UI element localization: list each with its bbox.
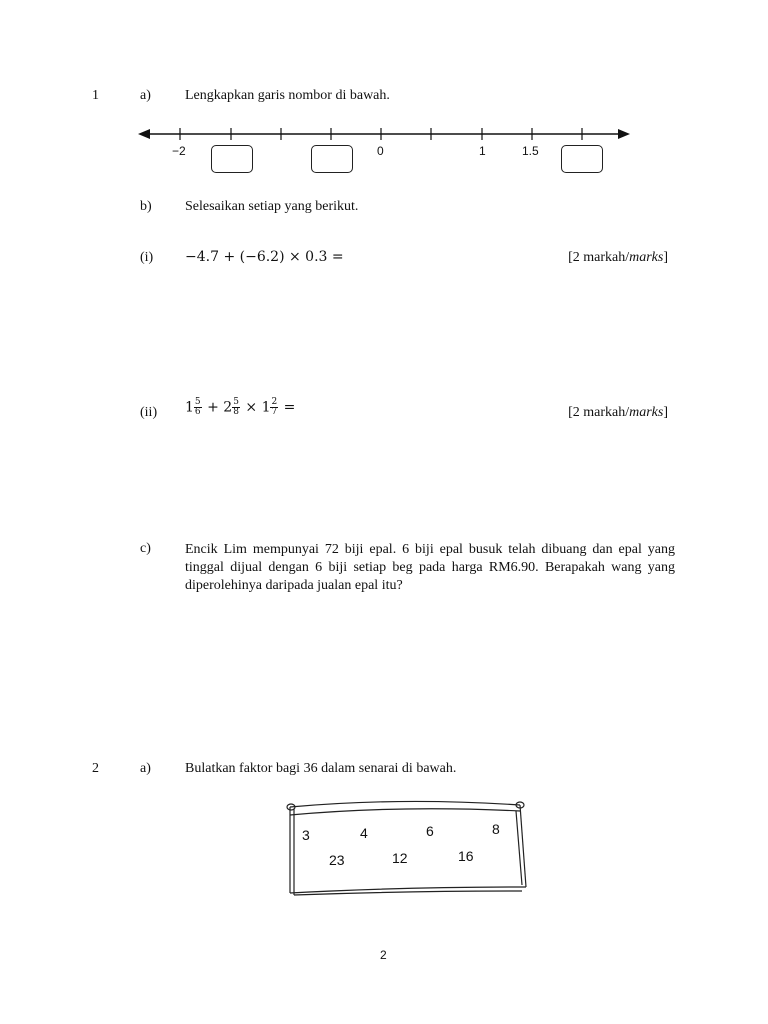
factor-option-16[interactable]: 16 [458,848,474,864]
part-b-i-marks: [2 markah/marks] [568,250,668,265]
number-line [0,122,768,182]
part-a-label: a) [140,88,151,103]
answer-box-2[interactable] [311,145,353,173]
q2-part-a-label: a) [140,761,151,776]
tick-label-1-5: 1.5 [522,144,539,158]
tick-label-0: 0 [377,144,384,158]
answer-box-3[interactable] [561,145,603,173]
factor-option-4[interactable]: 4 [360,825,368,841]
q2-part-a-instruction: Bulatkan faktor bagi 36 dalam senarai di bawah. [185,761,457,776]
part-b-instruction: Selesaikan setiap yang berikut. [185,199,359,214]
part-c-question: Encik Lim mempunyai 72 biji epal. 6 biji epal busuk telah dibuang dan epal yang tinggal dijual dengan 6 biji setiap beg pada harga RM6.90. Berapakah wang yang diperolehinya daripada jualan epal itu? [185,542,675,593]
factor-option-12[interactable]: 12 [392,850,408,866]
factor-option-3[interactable]: 3 [302,827,310,843]
part-b-label: b) [140,199,152,214]
part-b-ii-marks: [2 markah/marks] [568,405,668,420]
part-b-ii-expression: 1 $\frac{5}{6}$ + 2 $\frac{5}{8}$ × 1 $\frac{2}{7}$ = [185,397,296,417]
question-number-1: 1 [92,88,99,103]
part-b-i-label: (i) [140,250,154,265]
part-b-ii-label: (ii) [140,405,158,420]
scroll-illustration [280,795,540,905]
factor-option-23[interactable]: 23 [329,852,345,868]
part-a-instruction: Lengkapkan garis nombor di bawah. [185,88,390,103]
part-b-i-expression: −4.7 + (−6.2) × 0.3 = [185,249,344,265]
answer-box-1[interactable] [211,145,253,173]
page-number: 2 [380,948,387,962]
tick-label-minus-2: −2 [172,144,186,158]
tick-label-1: 1 [479,144,486,158]
factor-option-8[interactable]: 8 [492,821,500,837]
question-number-2: 2 [92,761,99,776]
factor-option-6[interactable]: 6 [426,823,434,839]
part-c-label: c) [140,541,151,556]
